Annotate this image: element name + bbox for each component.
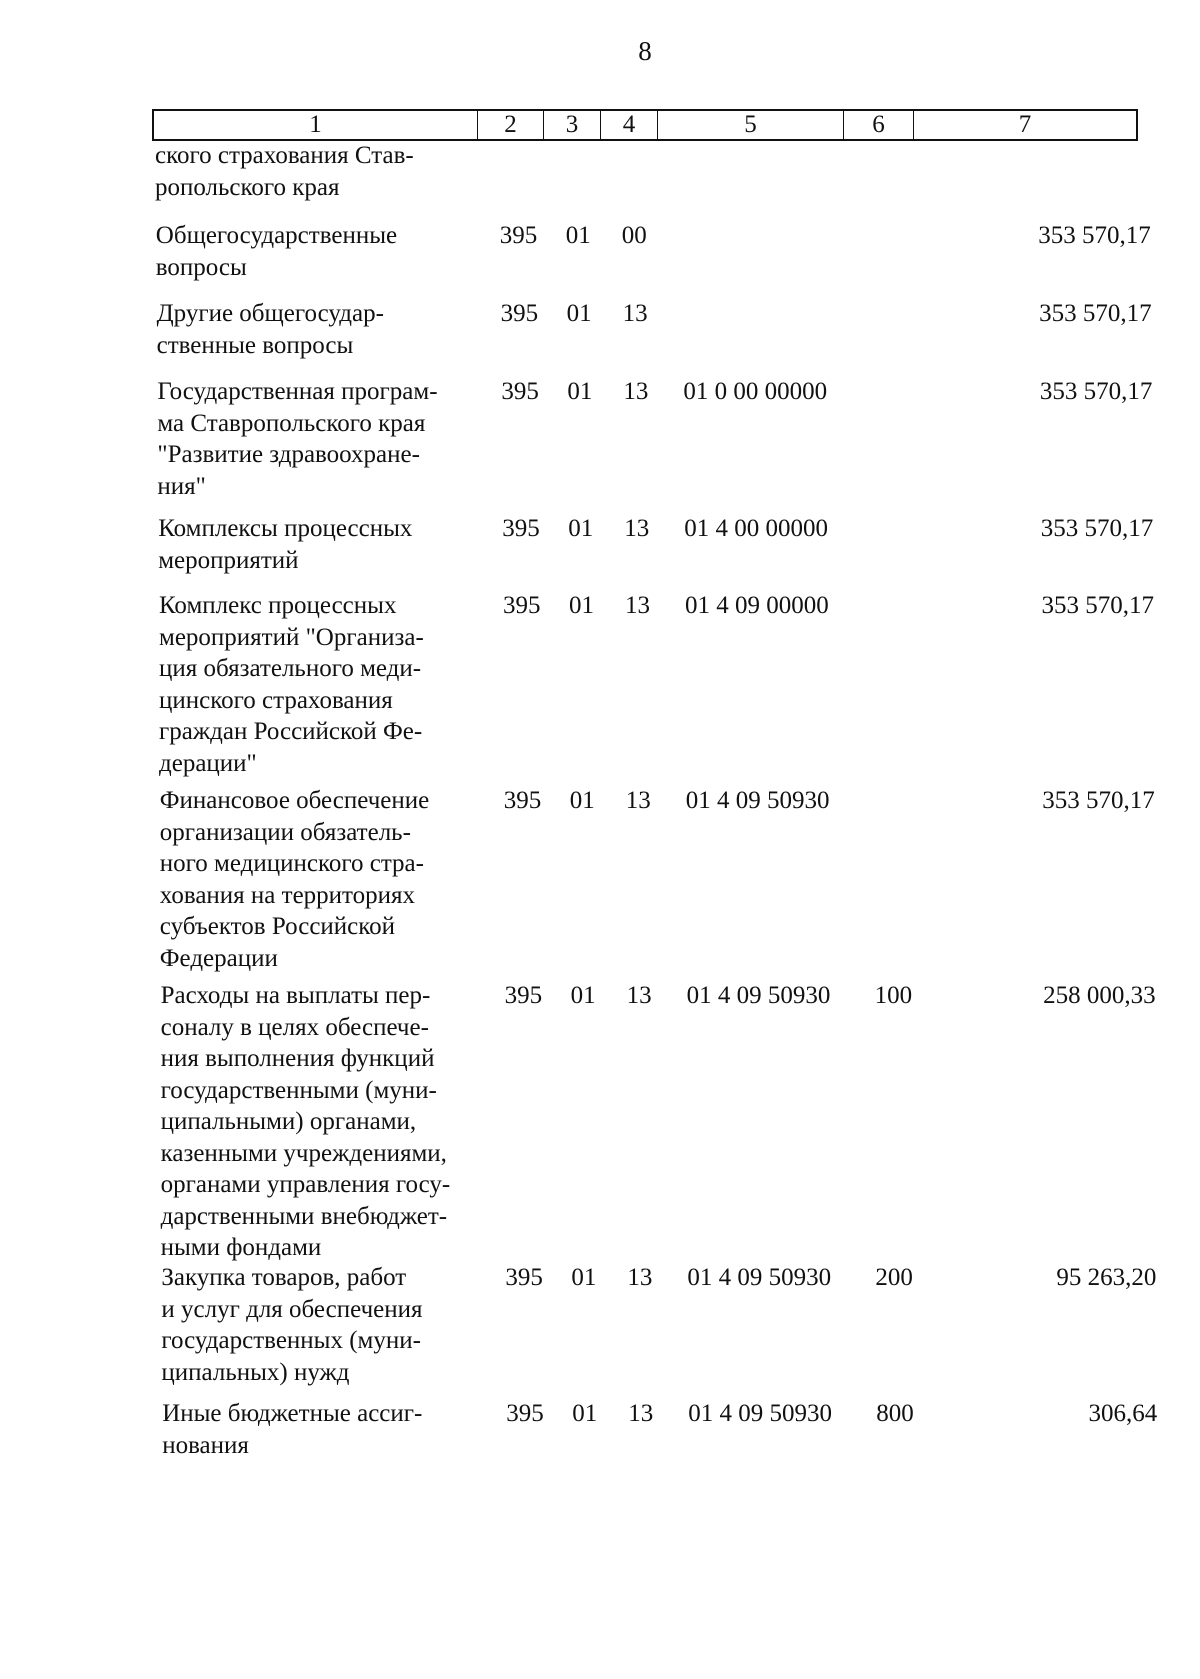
section-code: 01 bbox=[566, 300, 592, 327]
row-name-line: мероприятий bbox=[158, 546, 299, 574]
row-name-line: ными фондами bbox=[160, 1234, 322, 1261]
row-name-line: хования на территориях bbox=[159, 881, 416, 909]
subsection-code: 13 bbox=[623, 378, 649, 405]
admin-code: 395 bbox=[500, 300, 539, 327]
subsection-code: 13 bbox=[625, 592, 650, 619]
row-name bbox=[161, 980, 481, 1264]
section-code: 01 bbox=[572, 1400, 598, 1427]
section-code: 01 bbox=[565, 222, 591, 249]
target-article-code: 01 4 09 50930 bbox=[686, 982, 831, 1009]
row-name-line: граждан Российской Фе- bbox=[159, 718, 423, 745]
amount: 95 263,20 bbox=[1056, 1264, 1157, 1291]
target-article-code: 01 4 09 50930 bbox=[687, 1264, 832, 1291]
row-name bbox=[161, 1262, 481, 1388]
row-name bbox=[157, 376, 477, 502]
row-name-line: цинского страхования bbox=[159, 686, 393, 714]
row-name-line: соналу в целях обеспече- bbox=[160, 1013, 429, 1041]
section-code: 01 bbox=[568, 515, 594, 542]
target-article-code: 01 4 09 50930 bbox=[688, 1400, 832, 1427]
row-name-line: Финансовое обеспечение bbox=[159, 787, 430, 814]
admin-code: 395 bbox=[503, 592, 541, 619]
admin-code: 395 bbox=[504, 982, 543, 1009]
subsection-code: 13 bbox=[628, 1400, 654, 1427]
row-name bbox=[160, 785, 480, 974]
row-name-line: нования bbox=[162, 1431, 249, 1459]
admin-code: 395 bbox=[503, 787, 542, 814]
row-name bbox=[162, 1398, 482, 1461]
header-col-7: 7 bbox=[1018, 111, 1032, 138]
admin-code: 395 bbox=[499, 222, 538, 249]
admin-code: 395 bbox=[502, 515, 540, 542]
section-code: 01 bbox=[569, 787, 595, 814]
row-name-line: ного медицинского стра- bbox=[159, 850, 424, 877]
row-name-line: ния" bbox=[157, 472, 206, 500]
table-header bbox=[152, 109, 1138, 141]
row-name-line: вопросы bbox=[155, 253, 247, 281]
amount: 353 570,17 bbox=[1038, 222, 1151, 249]
row-name-line: ципальных) нужд bbox=[161, 1358, 350, 1386]
target-article-code: 01 4 00 00000 bbox=[684, 515, 828, 542]
amount: 353 570,17 bbox=[1042, 787, 1155, 814]
amount: 258 000,33 bbox=[1043, 982, 1156, 1009]
row-name-line: казенными учреждениями, bbox=[160, 1139, 447, 1167]
row-name-line: "Развитие здравоохране- bbox=[157, 441, 420, 468]
row-name-line: Федерации bbox=[159, 944, 278, 972]
row-name bbox=[156, 220, 476, 283]
row-name-line: государственными (муни- bbox=[160, 1076, 437, 1104]
row-name-line: Комплекс процессных bbox=[159, 592, 397, 619]
row-name-line: Комплексы процессных bbox=[158, 515, 413, 542]
row-name-line: ма Ставропольского края bbox=[157, 409, 426, 437]
target-article-code: 01 0 00 00000 bbox=[683, 378, 828, 405]
row-name-line: ропольского края bbox=[155, 173, 340, 201]
expense-type-code: 100 bbox=[874, 982, 913, 1009]
row-name bbox=[155, 140, 475, 203]
target-article-code: 01 4 09 50930 bbox=[685, 787, 830, 814]
row-name-line: государственных (муни- bbox=[161, 1327, 421, 1354]
amount: 353 570,17 bbox=[1039, 300, 1152, 327]
section-code: 01 bbox=[570, 982, 596, 1009]
amount: 353 570,17 bbox=[1040, 515, 1154, 542]
amount: 306,64 bbox=[1088, 1400, 1158, 1427]
row-name bbox=[157, 298, 477, 361]
row-name-line: и услуг для обеспечения bbox=[161, 1295, 423, 1323]
row-name-line: субъектов Российской bbox=[159, 913, 396, 940]
row-name-line: ципальными) органами, bbox=[160, 1108, 417, 1135]
row-name-line: ния выполнения функций bbox=[160, 1045, 435, 1072]
row-name-line: Государственная програм- bbox=[157, 378, 438, 405]
row-name-line: Расходы на выплаты пер- bbox=[160, 982, 431, 1009]
row-name-line: Другие общегосудар- bbox=[156, 300, 384, 327]
row-name-line: Иные бюджетные ассиг- bbox=[162, 1400, 423, 1427]
admin-code: 395 bbox=[505, 1264, 543, 1291]
header-col-5: 5 bbox=[658, 111, 844, 139]
page-number: 8 bbox=[638, 36, 652, 66]
row-name-line: Общегосударственные bbox=[155, 222, 398, 249]
amount: 353 570,17 bbox=[1039, 378, 1153, 405]
subsection-code: 13 bbox=[627, 1264, 653, 1291]
row-name-line: ция обязательного меди- bbox=[159, 655, 422, 682]
header-col-4: 4 bbox=[601, 111, 658, 139]
row-name-line: ственные вопросы bbox=[156, 331, 354, 359]
row-name bbox=[158, 513, 478, 576]
section-code: 01 bbox=[571, 1264, 597, 1291]
row-name-line: органами управления госу- bbox=[160, 1171, 451, 1198]
header-col-2: 2 bbox=[478, 111, 544, 139]
admin-code: 395 bbox=[506, 1400, 544, 1427]
subsection-code: 13 bbox=[625, 787, 651, 814]
section-code: 01 bbox=[569, 592, 594, 619]
header-col-6: 6 bbox=[844, 111, 914, 139]
expense-type-code: 800 bbox=[876, 1400, 914, 1427]
header-col-1: 1 bbox=[154, 111, 478, 139]
section-code: 01 bbox=[567, 378, 593, 405]
header-col-3: 3 bbox=[544, 111, 601, 139]
row-name-line: мероприятий "Организа- bbox=[159, 623, 424, 651]
row-name-line: организации обязатель- bbox=[159, 818, 411, 846]
expense-type-code: 200 bbox=[875, 1264, 913, 1291]
subsection-code: 00 bbox=[621, 222, 647, 249]
subsection-code: 13 bbox=[624, 515, 650, 542]
amount: 353 570,17 bbox=[1041, 592, 1154, 619]
row-name-line: ского страхования Став- bbox=[155, 142, 414, 169]
row-name-line: дарственными внебюджет- bbox=[160, 1202, 448, 1230]
subsection-code: 13 bbox=[626, 982, 652, 1009]
row-name-line: дерации" bbox=[159, 749, 257, 777]
admin-code: 395 bbox=[501, 378, 539, 405]
target-article-code: 01 4 09 00000 bbox=[685, 592, 829, 619]
row-name-line: Закупка товаров, работ bbox=[161, 1264, 407, 1291]
row-name bbox=[159, 590, 479, 779]
subsection-code: 13 bbox=[622, 300, 648, 327]
